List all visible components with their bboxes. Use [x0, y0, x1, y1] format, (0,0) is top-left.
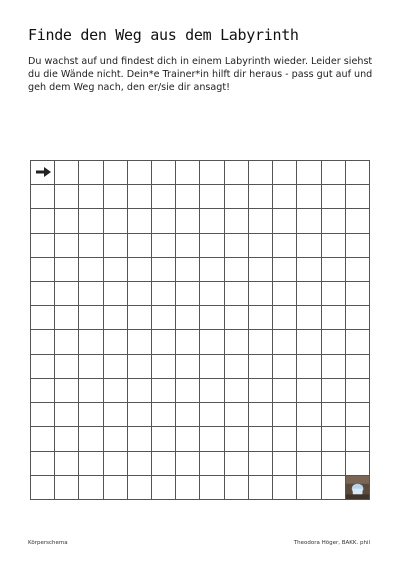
maze-cell [128, 306, 152, 330]
maze-cell [346, 330, 370, 354]
maze-cell [249, 379, 273, 403]
maze-cell [79, 234, 103, 258]
maze-cell [152, 161, 176, 185]
maze-cell [55, 403, 79, 427]
maze-cell [297, 452, 321, 476]
maze-cell [79, 427, 103, 451]
maze-cell [152, 355, 176, 379]
maze-cell [322, 427, 346, 451]
maze-cell [225, 234, 249, 258]
maze-cell [273, 306, 297, 330]
maze-cell [249, 403, 273, 427]
maze-cell [152, 427, 176, 451]
maze-cell [176, 403, 200, 427]
maze-cell [200, 452, 224, 476]
maze-cell [200, 330, 224, 354]
maze-cell [55, 209, 79, 233]
maze-cell [249, 234, 273, 258]
maze-cell [31, 379, 55, 403]
maze-cell [176, 282, 200, 306]
maze-cell [273, 185, 297, 209]
maze-cell [79, 161, 103, 185]
maze-cell [322, 452, 346, 476]
maze-cell [152, 306, 176, 330]
maze-cell [249, 282, 273, 306]
maze-cell [249, 306, 273, 330]
maze-cell [176, 161, 200, 185]
maze-cell [152, 258, 176, 282]
maze-cell [225, 330, 249, 354]
maze-cell [31, 209, 55, 233]
maze-cell [104, 161, 128, 185]
maze-cell [322, 306, 346, 330]
maze-cell [322, 209, 346, 233]
maze-cell [273, 355, 297, 379]
maze-cell [55, 427, 79, 451]
maze-cell [322, 282, 346, 306]
maze-cell [249, 161, 273, 185]
maze-cell [297, 403, 321, 427]
maze-cell [200, 476, 224, 500]
maze-cell [152, 476, 176, 500]
maze-cell [152, 330, 176, 354]
maze-cell [79, 258, 103, 282]
maze-cell [31, 403, 55, 427]
maze-cell [346, 452, 370, 476]
maze-cell [79, 282, 103, 306]
maze-cell [346, 185, 370, 209]
maze-cell [297, 258, 321, 282]
maze-cell [249, 427, 273, 451]
maze-cell [225, 161, 249, 185]
maze-cell [346, 209, 370, 233]
arrow-right-icon [36, 167, 51, 177]
maze-cell [297, 306, 321, 330]
maze-cell [79, 185, 103, 209]
maze-cell [104, 355, 128, 379]
maze-cell [273, 282, 297, 306]
maze-cell [273, 161, 297, 185]
maze-cell [128, 476, 152, 500]
maze-cell [346, 476, 370, 500]
maze-cell [273, 330, 297, 354]
page-title: Finde den Weg aus dem Labyrinth [28, 26, 299, 44]
maze-cell [200, 355, 224, 379]
maze-cell [249, 476, 273, 500]
maze-cell [225, 379, 249, 403]
maze-cell [297, 379, 321, 403]
maze-cell [31, 355, 55, 379]
maze-cell [176, 234, 200, 258]
maze-cell [225, 403, 249, 427]
maze-cell [322, 185, 346, 209]
maze-cell [346, 161, 370, 185]
maze-cell [346, 355, 370, 379]
maze-cell [176, 330, 200, 354]
maze-cell [249, 258, 273, 282]
maze-cell [31, 161, 55, 185]
maze-cell [31, 476, 55, 500]
maze-cell [346, 379, 370, 403]
maze-cell [79, 330, 103, 354]
maze-cell [104, 282, 128, 306]
maze-cell [225, 185, 249, 209]
maze-cell [152, 452, 176, 476]
maze-cell [297, 282, 321, 306]
maze-cell [55, 185, 79, 209]
maze-cell [273, 234, 297, 258]
maze-cell [104, 258, 128, 282]
maze-cell [200, 185, 224, 209]
maze-cell [104, 452, 128, 476]
maze-cell [176, 355, 200, 379]
maze-cell [79, 209, 103, 233]
maze-cell [104, 234, 128, 258]
maze-cell [225, 427, 249, 451]
maze-cell [79, 306, 103, 330]
maze-cell [104, 427, 128, 451]
maze-cell [297, 209, 321, 233]
maze-cell [128, 161, 152, 185]
maze-cell [31, 427, 55, 451]
maze-cell [55, 161, 79, 185]
maze-cell [176, 379, 200, 403]
maze-cell [31, 452, 55, 476]
maze-cell [55, 306, 79, 330]
maze-cell [225, 452, 249, 476]
maze-cell [273, 209, 297, 233]
maze-cell [322, 476, 346, 500]
maze-cell [200, 161, 224, 185]
maze-cell [297, 161, 321, 185]
maze-cell [322, 355, 346, 379]
maze-grid [30, 160, 370, 500]
maze-cell [346, 403, 370, 427]
maze-cell [200, 427, 224, 451]
maze-cell [225, 258, 249, 282]
maze-cell [104, 185, 128, 209]
maze-cell [55, 379, 79, 403]
maze-cell [322, 379, 346, 403]
exit-photo-icon [346, 476, 369, 499]
maze-cell [55, 258, 79, 282]
maze-cell [79, 476, 103, 500]
maze-cell [200, 282, 224, 306]
maze-cell [297, 185, 321, 209]
maze-cell [55, 330, 79, 354]
maze-cell [104, 476, 128, 500]
maze-cell [55, 452, 79, 476]
maze-cell [152, 403, 176, 427]
maze-cell [346, 427, 370, 451]
maze-cell [128, 258, 152, 282]
maze-cell [152, 185, 176, 209]
maze-cell [346, 234, 370, 258]
maze-cell [322, 258, 346, 282]
maze-cell [104, 403, 128, 427]
maze-cell [176, 209, 200, 233]
maze-cell [128, 234, 152, 258]
maze-cell [128, 379, 152, 403]
maze-cell [55, 282, 79, 306]
maze-cell [346, 258, 370, 282]
maze-cell [273, 403, 297, 427]
maze-cell [128, 403, 152, 427]
maze-cell [200, 306, 224, 330]
maze-cell [249, 452, 273, 476]
maze-cell [225, 355, 249, 379]
maze-cell [176, 427, 200, 451]
maze-cell [297, 476, 321, 500]
maze-cell [225, 476, 249, 500]
maze-cell [249, 355, 273, 379]
maze-cell [128, 355, 152, 379]
maze-cell [176, 185, 200, 209]
maze-cell [176, 452, 200, 476]
maze-cell [200, 258, 224, 282]
maze-cell [346, 282, 370, 306]
maze-cell [152, 282, 176, 306]
maze-cell [55, 234, 79, 258]
maze-cell [297, 234, 321, 258]
maze-cell [249, 185, 273, 209]
maze-cell [346, 306, 370, 330]
maze-cell [322, 161, 346, 185]
maze-cell [128, 452, 152, 476]
maze-cell [128, 427, 152, 451]
maze-cell [273, 427, 297, 451]
maze-cell [79, 452, 103, 476]
maze-cell [273, 379, 297, 403]
maze-cell [297, 330, 321, 354]
maze-cell [128, 185, 152, 209]
footer-author: Theodora Höger, BAKK. phil [293, 540, 370, 546]
maze-cell [31, 330, 55, 354]
maze-cell [176, 476, 200, 500]
maze-cell [273, 258, 297, 282]
maze-cell [128, 330, 152, 354]
maze-cell [200, 403, 224, 427]
maze-cell [31, 185, 55, 209]
maze-cell [128, 282, 152, 306]
maze-cell [273, 476, 297, 500]
maze-cell [104, 379, 128, 403]
maze-cell [55, 355, 79, 379]
maze-cell [273, 452, 297, 476]
maze-cell [104, 330, 128, 354]
maze-cell [128, 209, 152, 233]
maze-cell [176, 258, 200, 282]
maze-cell [79, 379, 103, 403]
maze-cell [176, 306, 200, 330]
instructions-text: Du wachst auf und findest dich in einem Labyrinth wieder. Leider siehst du die Wände nicht. Dein*e Trainer*in hilft dir heraus - pass gut auf und geh dem Weg nach, den er/sie dir ansagt! [28, 56, 373, 94]
maze-cell [322, 403, 346, 427]
maze-cell [31, 234, 55, 258]
maze-cell [200, 234, 224, 258]
maze-cell [200, 209, 224, 233]
maze-cell [31, 282, 55, 306]
maze-cell [152, 234, 176, 258]
maze-cell [297, 427, 321, 451]
maze-cell [152, 379, 176, 403]
maze-cell [225, 209, 249, 233]
maze-cell [249, 209, 273, 233]
footer-topic: Körperschema [28, 540, 68, 546]
maze-cell [249, 330, 273, 354]
maze-cell [79, 355, 103, 379]
maze-cell [104, 306, 128, 330]
maze-cell [152, 209, 176, 233]
maze-cell [225, 282, 249, 306]
maze-cell [104, 209, 128, 233]
maze-cell [31, 306, 55, 330]
maze-cell [31, 258, 55, 282]
maze-cell [200, 379, 224, 403]
maze-cell [55, 476, 79, 500]
maze-cell [297, 355, 321, 379]
maze-cell [322, 330, 346, 354]
maze-cell [322, 234, 346, 258]
maze-cell [79, 403, 103, 427]
maze-cell [225, 306, 249, 330]
